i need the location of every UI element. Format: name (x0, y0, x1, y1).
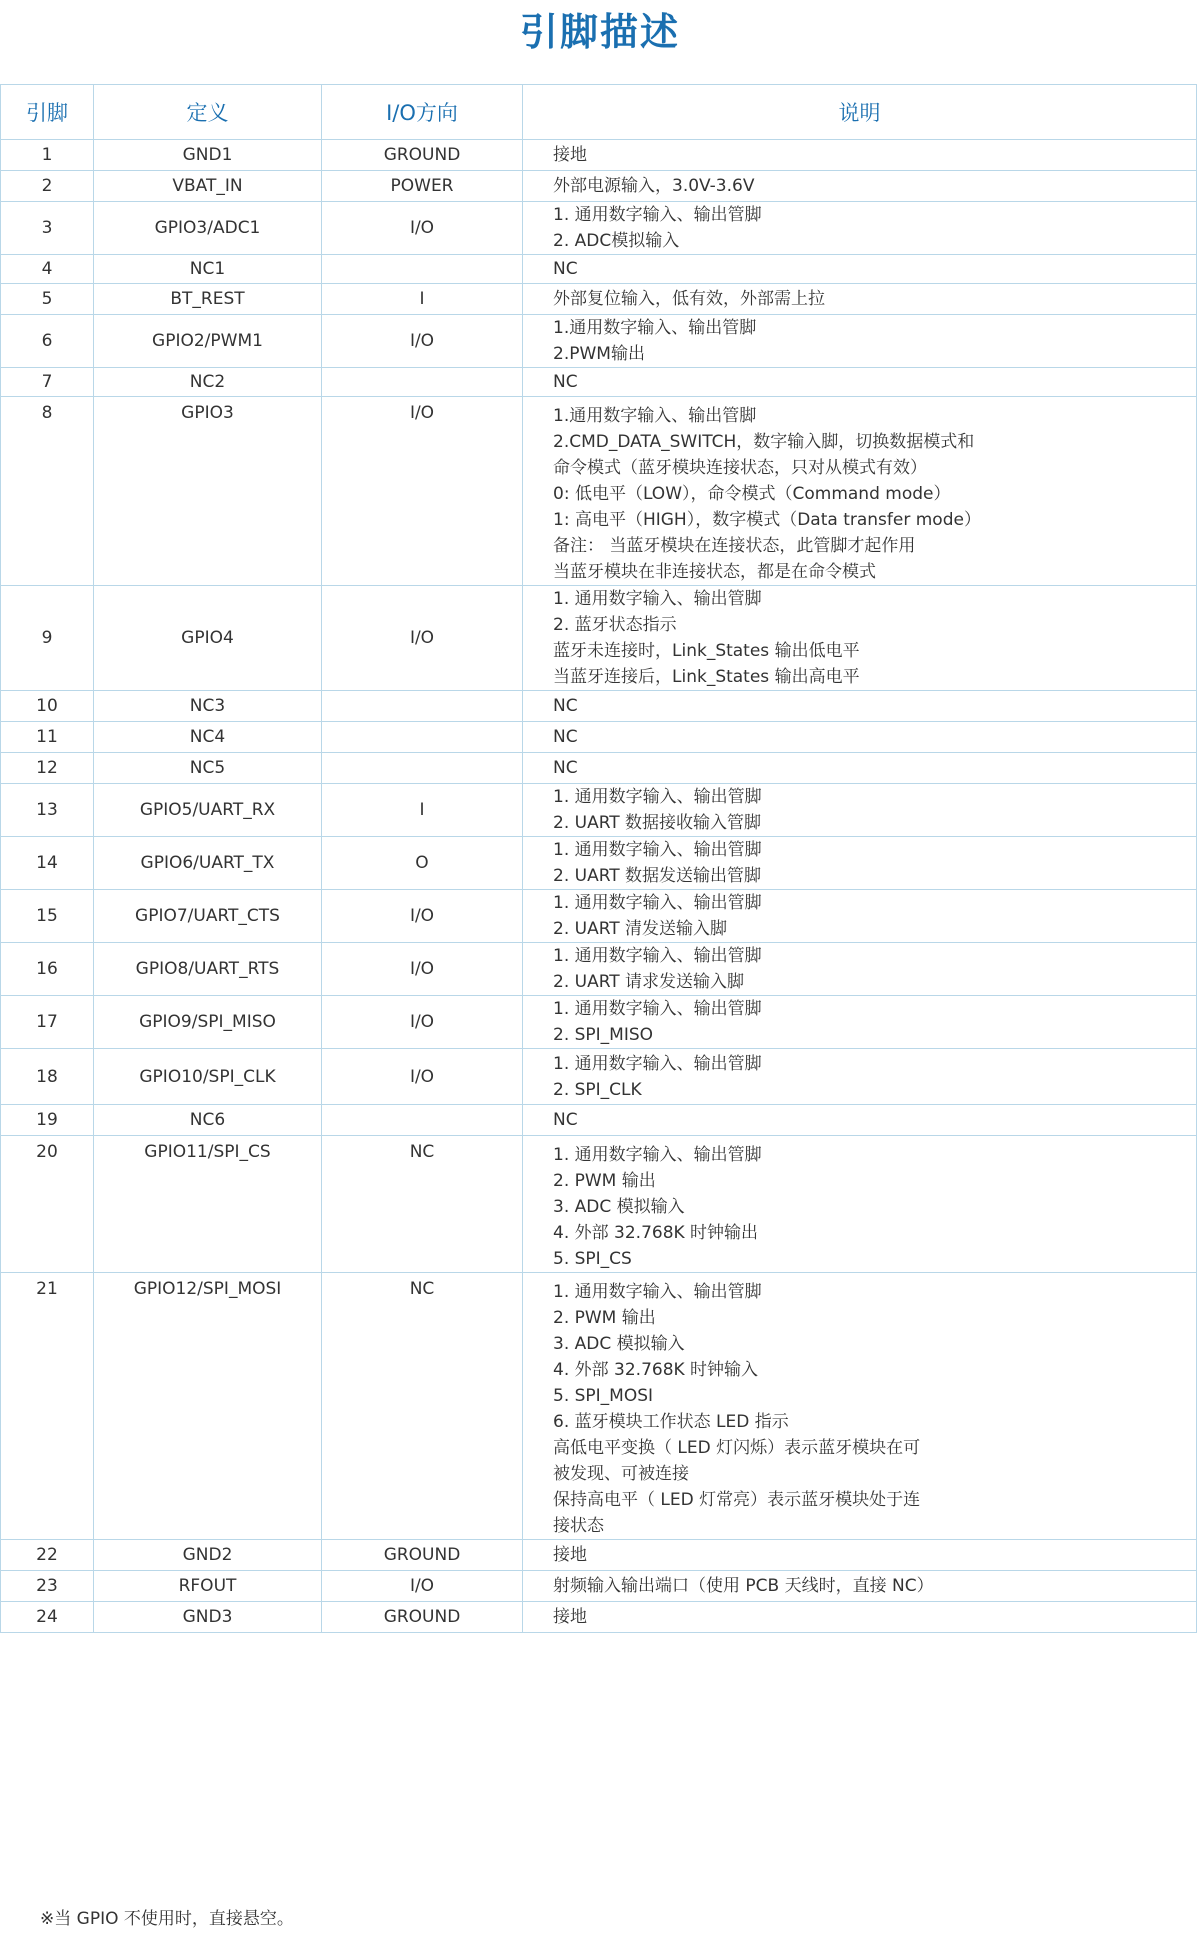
table-row (1, 1136, 1197, 1273)
description-cell (523, 1273, 1197, 1540)
pin-number-cell: 7 (1, 368, 94, 397)
pin-definition-cell: GPIO10/SPI_CLK (94, 1049, 322, 1105)
table-row (1, 171, 1197, 202)
description-cell (523, 1049, 1197, 1105)
description-line: 高低电平变换（ LED 灯闪烁）表示蓝牙模块在可 (553, 1438, 921, 1458)
pin-number-cell: 5 (1, 284, 94, 315)
io-direction-cell (322, 368, 523, 397)
io-direction-cell: I/O (322, 397, 523, 586)
io-direction-cell: I (322, 284, 523, 315)
description-line: 接地 (553, 145, 587, 165)
description-line: 命令模式（蓝牙模块连接状态，只对从模式有效） (553, 458, 927, 478)
table-row (1, 284, 1197, 315)
pin-definition-cell: NC5 (94, 753, 322, 784)
description-line: 5. SPI_MOSI (553, 1386, 654, 1406)
io-direction-cell (322, 722, 523, 753)
description-line: NC (553, 372, 578, 392)
description-line: 2. PWM 输出 (553, 1171, 656, 1191)
pin-definition-cell: GND1 (94, 140, 322, 171)
pin-number-cell: 14 (1, 837, 94, 890)
io-direction-cell: I/O (322, 943, 523, 996)
io-direction-cell: I/O (322, 202, 523, 255)
pin-definition-cell: GND2 (94, 1540, 322, 1571)
description-line: 1. 通用数字输入、输出管脚 (553, 893, 762, 913)
pin-number-cell: 3 (1, 202, 94, 255)
io-direction-cell (322, 1105, 523, 1136)
pin-definition-cell: GPIO6/UART_TX (94, 837, 322, 890)
pin-definition-cell: GPIO12/SPI_MOSI (94, 1273, 322, 1540)
description-line: 3. ADC 模拟输入 (553, 1197, 685, 1217)
pin-number-cell: 15 (1, 890, 94, 943)
description-cell (523, 586, 1197, 691)
description-line: 保持高电平（ LED 灯常亮）表示蓝牙模块处于连 (553, 1490, 921, 1510)
description-line: 2. UART 数据发送输出管脚 (553, 866, 762, 886)
io-direction-cell: O (322, 837, 523, 890)
description-line: NC (553, 259, 578, 279)
io-direction-cell: NC (322, 1136, 523, 1273)
description-cell (523, 171, 1197, 202)
footnote: ※当 GPIO 不使用时，直接悬空。 (40, 1909, 294, 1929)
description-cell (523, 140, 1197, 171)
description-cell (523, 1105, 1197, 1136)
io-direction-cell (322, 691, 523, 722)
description-line: 1. 通用数字输入、输出管脚 (553, 1053, 762, 1074)
pin-number-cell: 2 (1, 171, 94, 202)
description-line: 射频输入输出端口（使用 PCB 天线时，直接 NC） (553, 1576, 934, 1596)
pin-definition-cell: GPIO2/PWM1 (94, 315, 322, 368)
pin-definition-cell: GND3 (94, 1602, 322, 1633)
description-cell (523, 255, 1197, 284)
table-row (1, 140, 1197, 171)
pin-number-cell: 18 (1, 1049, 94, 1105)
pin-definition-cell: GPIO7/UART_CTS (94, 890, 322, 943)
description-cell (523, 943, 1197, 996)
table-row (1, 1049, 1197, 1105)
description-line: 0: 低电平（LOW），命令模式（Command mode） (553, 484, 951, 504)
description-line: 外部电源输入，3.0V-3.6V (553, 176, 755, 196)
description-cell (523, 691, 1197, 722)
description-line: 接状态 (553, 1516, 604, 1536)
description-line: 1. 通用数字输入、输出管脚 (553, 787, 762, 807)
pin-definition-cell: GPIO9/SPI_MISO (94, 996, 322, 1049)
description-cell (523, 890, 1197, 943)
description-cell (523, 1136, 1197, 1273)
io-direction-cell: I/O (322, 586, 523, 691)
pin-definition-cell: NC2 (94, 368, 322, 397)
description-line: 2. UART 请求发送输入脚 (553, 972, 745, 992)
description-line: 2.PWM输出 (553, 344, 645, 364)
description-line: 当蓝牙连接后，Link_States 输出高电平 (553, 667, 860, 687)
io-direction-cell: NC (322, 1273, 523, 1540)
table-row (1, 722, 1197, 753)
description-line: 2. PWM 输出 (553, 1308, 656, 1328)
pin-number-cell: 11 (1, 722, 94, 753)
description-cell (523, 722, 1197, 753)
description-line: 蓝牙未连接时，Link_States 输出低电平 (553, 641, 860, 661)
table-row (1, 368, 1197, 397)
description-line: NC (553, 727, 578, 747)
description-cell (523, 784, 1197, 837)
description-line: 2. UART 数据接收输入管脚 (553, 813, 762, 833)
pin-number-cell: 4 (1, 255, 94, 284)
description-line: 2. SPI_CLK (553, 1079, 642, 1100)
table-header-row (1, 85, 1197, 140)
description-line: 1. 通用数字输入、输出管脚 (553, 589, 762, 609)
pin-definition-cell: BT_REST (94, 284, 322, 315)
pin-definition-cell: GPIO11/SPI_CS (94, 1136, 322, 1273)
table-row (1, 1602, 1197, 1633)
description-line: NC (553, 1110, 578, 1130)
description-line: 1. 通用数字输入、输出管脚 (553, 1282, 762, 1302)
description-line: 接地 (553, 1545, 587, 1565)
description-cell (523, 202, 1197, 255)
io-direction-cell: GROUND (322, 140, 523, 171)
header-description: 说明 (523, 85, 1197, 140)
io-direction-cell: I/O (322, 1571, 523, 1602)
table-row (1, 397, 1197, 586)
description-line: 5. SPI_CS (553, 1249, 632, 1269)
pin-number-cell: 19 (1, 1105, 94, 1136)
pin-definition-cell: GPIO3/ADC1 (94, 202, 322, 255)
pin-definition-cell: RFOUT (94, 1571, 322, 1602)
description-cell (523, 368, 1197, 397)
pin-number-cell: 6 (1, 315, 94, 368)
description-line: 2. UART 清发送输入脚 (553, 919, 728, 939)
pin-definition-cell: NC6 (94, 1105, 322, 1136)
description-line: 1. 通用数字输入、输出管脚 (553, 999, 762, 1019)
pin-number-cell: 22 (1, 1540, 94, 1571)
description-cell (523, 1540, 1197, 1571)
table-row (1, 1273, 1197, 1540)
header-definition: 定义 (94, 85, 322, 140)
pin-number-cell: 1 (1, 140, 94, 171)
description-line: 1.通用数字输入、输出管脚 (553, 406, 757, 426)
description-line: 6. 蓝牙模块工作状态 LED 指示 (553, 1412, 789, 1432)
pin-definition-cell: NC1 (94, 255, 322, 284)
io-direction-cell: I/O (322, 890, 523, 943)
pin-number-cell: 21 (1, 1273, 94, 1540)
description-cell (523, 315, 1197, 368)
description-cell (523, 397, 1197, 586)
table-row (1, 784, 1197, 837)
table-row (1, 202, 1197, 255)
description-cell (523, 1602, 1197, 1633)
pin-description-table (0, 84, 1197, 1633)
description-line: NC (553, 758, 578, 778)
pin-definition-cell: VBAT_IN (94, 171, 322, 202)
description-line: 备注： 当蓝牙模块在连接状态，此管脚才起作用 (553, 536, 916, 556)
description-line: 1. 通用数字输入、输出管脚 (553, 946, 762, 966)
description-line: 4. 外部 32.768K 时钟输入 (553, 1360, 759, 1380)
description-line: 2. 蓝牙状态指示 (553, 615, 677, 635)
description-cell (523, 996, 1197, 1049)
table-row (1, 943, 1197, 996)
io-direction-cell: GROUND (322, 1602, 523, 1633)
pin-definition-cell: NC3 (94, 691, 322, 722)
table-row (1, 586, 1197, 691)
table-row (1, 315, 1197, 368)
description-line: 外部复位输入，低有效，外部需上拉 (553, 289, 825, 309)
header-pin: 引脚 (1, 85, 94, 140)
description-cell (523, 837, 1197, 890)
pin-number-cell: 10 (1, 691, 94, 722)
pin-number-cell: 8 (1, 397, 94, 586)
pin-definition-cell: NC4 (94, 722, 322, 753)
io-direction-cell: POWER (322, 171, 523, 202)
description-line: 1. 通用数字输入、输出管脚 (553, 1145, 762, 1165)
page-title: 引脚描述 (519, 10, 680, 54)
description-line: 3. ADC 模拟输入 (553, 1334, 685, 1354)
table-body (1, 140, 1197, 1633)
description-line: 1.通用数字输入、输出管脚 (553, 318, 757, 338)
description-line: 被发现、可被连接 (553, 1464, 689, 1484)
pin-number-cell: 24 (1, 1602, 94, 1633)
description-cell (523, 1571, 1197, 1602)
description-line: 1: 高电平（HIGH），数字模式（Data transfer mode） (553, 510, 981, 530)
header-io-direction: I/O方向 (322, 85, 523, 140)
pin-definition-cell: GPIO5/UART_RX (94, 784, 322, 837)
pin-number-cell: 17 (1, 996, 94, 1049)
pin-number-cell: 20 (1, 1136, 94, 1273)
pin-number-cell: 16 (1, 943, 94, 996)
io-direction-cell: I/O (322, 315, 523, 368)
description-line: 当蓝牙模块在非连接状态，都是在命令模式 (553, 562, 876, 582)
description-line: NC (553, 696, 578, 716)
pin-definition-cell: GPIO3 (94, 397, 322, 586)
io-direction-cell: I/O (322, 1049, 523, 1105)
table-row (1, 1571, 1197, 1602)
description-line: 2. ADC模拟输入 (553, 231, 680, 251)
io-direction-cell: I (322, 784, 523, 837)
description-line: 2.CMD_DATA_SWITCH，数字输入脚，切换数据模式和 (553, 432, 975, 452)
table-row (1, 1105, 1197, 1136)
description-line: 2. SPI_MISO (553, 1025, 654, 1045)
table-row (1, 996, 1197, 1049)
pin-definition-cell: GPIO8/UART_RTS (94, 943, 322, 996)
pin-number-cell: 23 (1, 1571, 94, 1602)
description-line: 4. 外部 32.768K 时钟输出 (553, 1223, 759, 1243)
table-row (1, 1540, 1197, 1571)
pin-number-cell: 12 (1, 753, 94, 784)
io-direction-cell: GROUND (322, 1540, 523, 1571)
table-row (1, 255, 1197, 284)
description-line: 1. 通用数字输入、输出管脚 (553, 840, 762, 860)
description-line: 接地 (553, 1607, 587, 1627)
table-row (1, 837, 1197, 890)
description-cell (523, 284, 1197, 315)
table-row (1, 691, 1197, 722)
io-direction-cell: I/O (322, 996, 523, 1049)
pin-definition-cell: GPIO4 (94, 586, 322, 691)
io-direction-cell (322, 255, 523, 284)
pin-number-cell: 9 (1, 586, 94, 691)
io-direction-cell (322, 753, 523, 784)
table-row (1, 753, 1197, 784)
pin-number-cell: 13 (1, 784, 94, 837)
table-row (1, 890, 1197, 943)
description-cell (523, 753, 1197, 784)
description-line: 1. 通用数字输入、输出管脚 (553, 205, 762, 225)
